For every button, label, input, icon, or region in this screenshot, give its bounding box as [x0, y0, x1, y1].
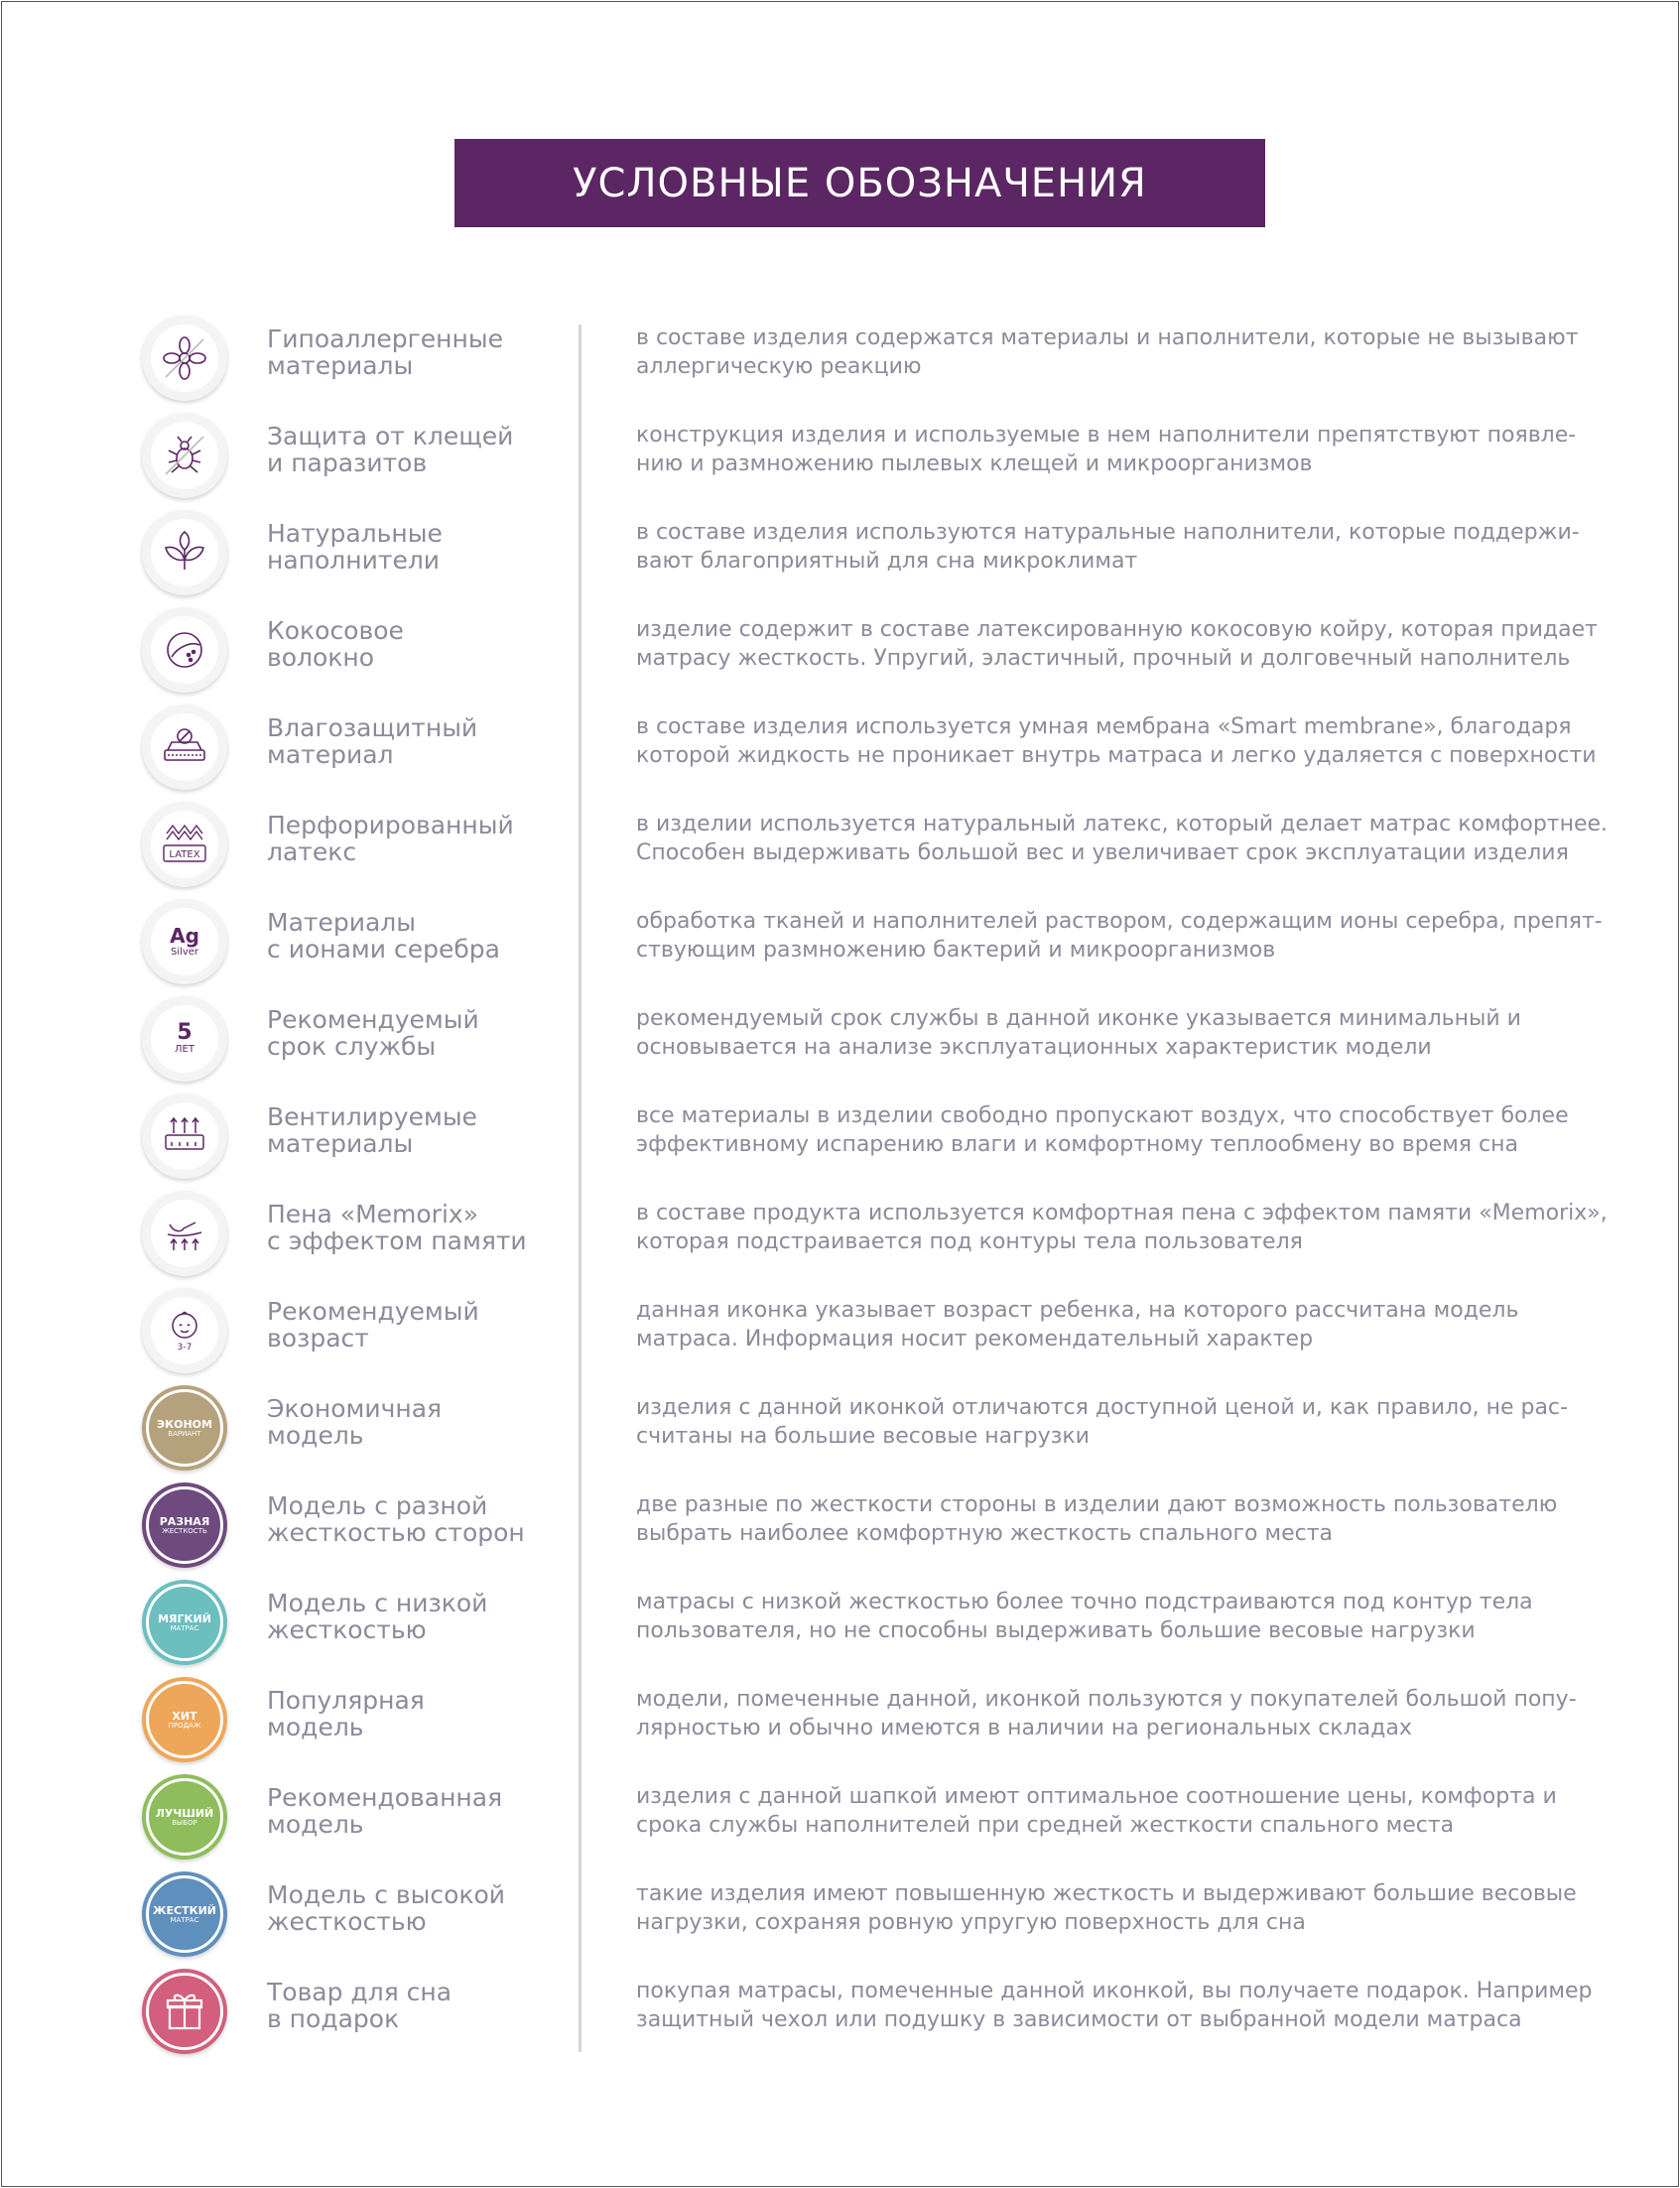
legend-item-name [267, 812, 565, 865]
legend-item-name [267, 1201, 565, 1254]
name-line: латекс [267, 837, 357, 866]
description-line: все материалы в изделии свободно пропускают воздух, что способствует более [636, 1103, 1569, 1128]
name-line: Экономичная [267, 1394, 443, 1423]
badge-subtext: ЛЕТ [175, 1044, 194, 1055]
description-line: основывается на анализе эксплуатационных характеристик модели [636, 1035, 1432, 1060]
coconut-icon [142, 607, 227, 693]
legend-item-name [267, 1881, 565, 1935]
legend-item-name [267, 1784, 565, 1838]
description-line: рекомендуемый срок службы в данной иконке указывается минимальный и [636, 1006, 1521, 1031]
baby-icon [142, 1288, 227, 1373]
legend-item-description [636, 907, 1638, 965]
legend-item-name [267, 909, 565, 963]
legend-row [0, 1774, 1680, 1871]
economy-icon [142, 1385, 227, 1471]
description-line: лярностью и обычно имеются в наличии на региональных складах [636, 1716, 1412, 1740]
name-line: Кокосовое [267, 616, 404, 645]
name-line: Товар для сна [267, 1978, 452, 2006]
description-line: которая подстраивается под контуры тела пользователя [636, 1229, 1303, 1254]
legend-row [0, 1385, 1680, 1482]
description-line: пользователя, но не способны выдерживать большие весовые нагрузки [636, 1618, 1476, 1643]
badge-subtext: ПРОДАЖ [168, 1721, 201, 1730]
description-line: такие изделия имеют повышенную жесткость и выдерживают большие весовые [636, 1881, 1577, 1906]
legend-item-description [636, 1004, 1638, 1062]
badge-text: ЭКОНОМ [157, 1417, 212, 1431]
legend-item-description [636, 1588, 1638, 1645]
legend-item-description [636, 1296, 1638, 1353]
legend-item-name [267, 1103, 565, 1157]
name-line: Модель с низкой [267, 1589, 488, 1617]
legend-row [0, 1288, 1680, 1385]
legend-item-name [267, 1979, 565, 2032]
description-line: покупая матрасы, помеченные данной иконкой, вы получаете подарок. Например [636, 1979, 1593, 2003]
ventilation-icon [142, 1094, 227, 1179]
description-line: модели, помеченные данной, иконкой пользуются у покупателей большой попу- [636, 1687, 1577, 1712]
description-line: Способен выдерживать большой вес и увеличивает срок эксплуатации изделия [636, 840, 1569, 865]
badge-subtext: МАТРАС [170, 1623, 199, 1632]
service-life-icon [142, 996, 227, 1082]
legend-item-description [636, 1199, 1638, 1256]
name-line: жесткостью сторон [267, 1518, 525, 1547]
description-line: считаны на большие весовые нагрузки [636, 1424, 1090, 1449]
badge-text: МЯГКИЙ [158, 1611, 211, 1625]
name-line: модель [267, 1713, 364, 1741]
description-line: в составе изделия содержатся материалы и наполнители, которые не вызывают [636, 325, 1579, 350]
two-sided-icon [142, 1482, 227, 1568]
legend-item-name [267, 1395, 565, 1449]
soft-mattress-icon [142, 1580, 227, 1665]
legend-item-name [267, 714, 565, 768]
badge-subtext: ВАРИАНТ [168, 1429, 201, 1438]
latex-icon [142, 802, 227, 887]
badge-text: ХИТ [172, 1709, 197, 1723]
legend-row [0, 316, 1680, 413]
description-line: две разные по жесткости стороны в изделии дают возможность пользователю [636, 1492, 1558, 1517]
badge-text: ЖЕСТКИЙ [153, 1903, 216, 1917]
name-line: жесткостью [267, 1615, 427, 1644]
legend-row [0, 899, 1680, 996]
name-line: Рекомендуемый [267, 1297, 479, 1326]
page-title: УСЛОВНЫЕ ОБОЗНАЧЕНИЯ [573, 160, 1147, 206]
description-line: эффективному испарению влаги и комфортному теплообмену во время сна [636, 1132, 1518, 1157]
hard-mattress-icon [142, 1871, 227, 1957]
legend-item-description [636, 1879, 1638, 1937]
legend-row [0, 1094, 1680, 1191]
legend-item-name [267, 1590, 565, 1643]
name-line: материал [267, 740, 394, 769]
legend-row [0, 705, 1680, 802]
legend-row [0, 802, 1680, 899]
name-line: Вентилируемые [267, 1102, 477, 1131]
description-line: нию и размножению пылевых клещей и микроорганизмов [636, 451, 1313, 476]
name-line: Модель с высокой [267, 1880, 506, 1909]
bug-crossed-icon [142, 413, 227, 498]
description-line: в изделии используется натуральный латекс, который делает матрас комфортнее. [636, 812, 1609, 837]
legend-item-description [636, 323, 1638, 381]
legend-item-description [636, 1393, 1638, 1451]
description-line: вают благоприятный для сна микроклимат [636, 549, 1138, 574]
legend-item-name [267, 1687, 565, 1740]
badge-text: 5 [177, 1020, 193, 1045]
description-line: изделия с данной шапкой имеют оптимальное соотношение цены, комфорта и [636, 1784, 1557, 1809]
legend-item-name [267, 1298, 565, 1351]
badge-text: ЛУЧШИЙ [155, 1806, 214, 1820]
description-line: в составе продукта используется комфортная пена с эффектом памяти «Memorix», [636, 1201, 1608, 1225]
name-line: Перфорированный [267, 811, 514, 839]
name-line: модель [267, 1421, 364, 1450]
legend-item-description [636, 518, 1638, 576]
badge-subtext: ВЫБОР [172, 1818, 197, 1827]
description-line: защитный чехол или подушку в зависимости от выбранной модели матраса [636, 2007, 1522, 2032]
name-line: модель [267, 1810, 364, 1839]
legend-row [0, 607, 1680, 705]
name-line: жесткостью [267, 1907, 427, 1936]
legend-row [0, 1677, 1680, 1774]
name-line: материалы [267, 351, 414, 380]
description-line: изделия с данной иконкой отличаются доступной ценой и, как правило, не рас- [636, 1395, 1568, 1420]
name-line: Рекомендованная [267, 1783, 503, 1812]
legend-row [0, 1969, 1680, 2066]
name-line: с ионами серебра [267, 935, 500, 964]
badge-text: РАЗНАЯ [159, 1514, 210, 1528]
title-banner [454, 139, 1265, 227]
description-line: которой жидкость не проникает внутрь матраса и легко удаляется с поверхности [636, 743, 1597, 768]
legend-item-description [636, 421, 1638, 478]
description-line: выбрать наиболее комфортную жесткость спального места [636, 1521, 1334, 1546]
name-line: Пена «Memorix» [267, 1200, 479, 1228]
silver-icon [142, 899, 227, 984]
legend-item-name [267, 325, 565, 379]
flower-icon [142, 316, 227, 401]
best-choice-icon [142, 1774, 227, 1860]
legend-item-name [267, 1006, 565, 1060]
name-line: в подарок [267, 2004, 400, 2033]
legend-item-description [636, 1685, 1638, 1742]
name-line: материалы [267, 1129, 414, 1158]
legend-item-name [267, 423, 565, 476]
waterproof-mattress-icon [142, 705, 227, 790]
legend-row [0, 510, 1680, 607]
name-line: Модель с разной [267, 1491, 488, 1520]
badge-subtext: МАТРАС [170, 1915, 199, 1924]
description-line: изделие содержит в составе латексированную кокосовую койру, которая придает [636, 617, 1598, 642]
memory-foam-icon [142, 1191, 227, 1276]
description-line: обработка тканей и наполнителей раствором, содержащим ионы серебра, препят- [636, 909, 1603, 934]
name-line: срок службы [267, 1032, 437, 1061]
description-line: ствующим размножению бактерий и микроорганизмов [636, 938, 1276, 963]
legend-item-name [267, 1492, 565, 1546]
name-line: и паразитов [267, 449, 428, 477]
legend-row [0, 996, 1680, 1094]
legend-item-description [636, 1782, 1638, 1840]
legend-row [0, 1482, 1680, 1580]
badge-text: LATEX [169, 849, 200, 860]
description-line: в составе изделия используется умная мембрана «Smart membrane», благодаря [636, 714, 1572, 739]
name-line: с эффектом памяти [267, 1226, 527, 1255]
legend-item-description [636, 615, 1638, 673]
name-line: Влагозащитный [267, 713, 478, 742]
gift-icon [142, 1969, 227, 2054]
description-line: конструкция изделия и используемые в нем наполнители препятствуют появле- [636, 423, 1577, 448]
description-line: нагрузки, сохраняя ровную упругую поверхность для сна [636, 1910, 1306, 1935]
badge-subtext: Silver [170, 947, 199, 958]
name-line: возраст [267, 1324, 369, 1352]
legend-row [0, 413, 1680, 510]
name-line: наполнители [267, 546, 441, 575]
legend-item-description [636, 1101, 1638, 1159]
description-line: данная иконка указывает возраст ребенка, на которого рассчитана модель [636, 1298, 1519, 1323]
badge-text: 3-7 [177, 1343, 193, 1352]
name-line: Популярная [267, 1686, 425, 1715]
legend-row [0, 1580, 1680, 1677]
legend-item-name [267, 520, 565, 574]
legend-row [0, 1191, 1680, 1288]
badge-text: Ag [170, 924, 199, 948]
name-line: волокно [267, 643, 375, 672]
legend-item-description [636, 810, 1638, 867]
name-line: Защита от клещей [267, 422, 514, 450]
description-line: матрасы с низкой жесткостью более точно подстраиваются под контур тела [636, 1590, 1533, 1614]
legend-item-name [267, 617, 565, 671]
description-line: в составе изделия используются натуральные наполнители, которые поддержи- [636, 520, 1580, 545]
name-line: Гипоаллергенные [267, 324, 503, 353]
legend-item-description [636, 1977, 1638, 2034]
description-line: матраса. Информация носит рекомендательный характер [636, 1327, 1314, 1351]
name-line: Материалы [267, 908, 416, 937]
description-line: срока службы наполнителей при средней жесткости спального места [636, 1813, 1455, 1838]
description-line: матрасу жесткость. Упругий, эластичный, прочный и долговечный наполнитель [636, 646, 1571, 671]
legend-item-description [636, 712, 1638, 770]
name-line: Натуральные [267, 519, 443, 548]
legend-row [0, 1871, 1680, 1969]
name-line: Рекомендуемый [267, 1005, 479, 1034]
badge-subtext: ЖЕСТКОСТЬ [162, 1526, 207, 1535]
thumbs-up-icon [142, 1677, 227, 1762]
legend-item-description [636, 1490, 1638, 1548]
leaf-icon [142, 510, 227, 595]
description-line: аллергическую реакцию [636, 354, 922, 379]
